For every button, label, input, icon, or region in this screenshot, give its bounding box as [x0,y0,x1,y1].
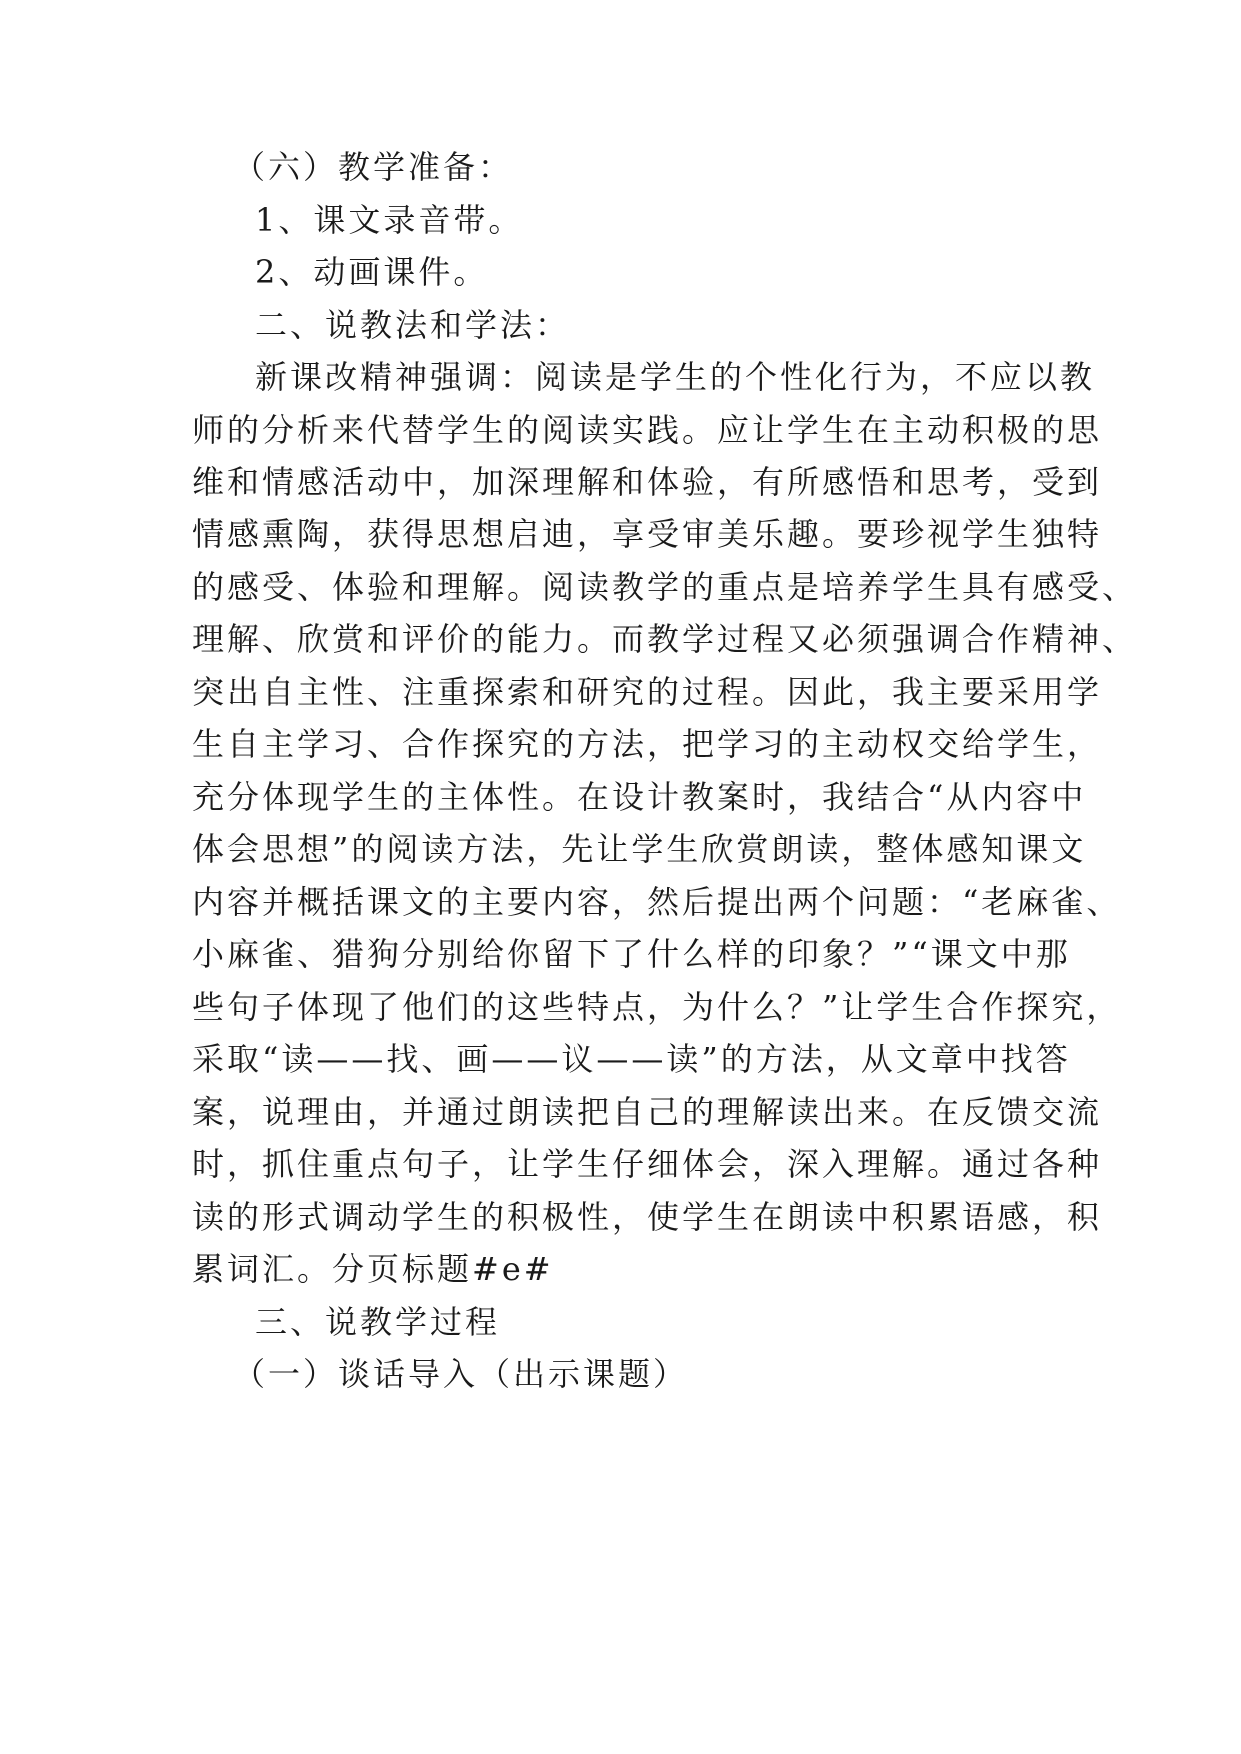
paragraph-line: 小麻雀、猎狗分别给你留下了什么样的印象？”“课文中那 [192,935,1071,973]
paragraph-line: 案，说理由，并通过朗读把自己的理解读出来。在反馈交流 [192,1093,1103,1131]
prep-item-1: 1、课文录音带。 [255,201,524,239]
paragraph-line: 读的形式调动学生的积极性，使学生在朗读中积累语感，积 [192,1198,1103,1236]
subsection-1-heading: （一）谈话导入（出示课题） [233,1355,689,1393]
paragraph-line: 充分体现学生的主体性。在设计教案时，我结合“从内容中 [192,778,1087,816]
paragraph-line: 维和情感活动中，加深理解和体验，有所感悟和思考，受到 [192,463,1103,501]
paragraph-line: 的感受、体验和理解。阅读教学的重点是培养学生具有感受、 [192,568,1138,606]
section-3-heading: 三、说教学过程 [255,1303,501,1341]
paragraph-line: 情感熏陶，获得思想启迪，享受审美乐趣。要珍视学生独特 [192,515,1103,553]
paragraph-line: 内容并概括课文的主要内容，然后提出两个问题：“老麻雀、 [192,883,1122,921]
paragraph-line: 采取“读——找、画——议——读”的方法，从文章中找答 [192,1040,1071,1078]
prep-item-2: 2、动画课件。 [255,253,489,291]
paragraph-line: 师的分析来代替学生的阅读实践。应让学生在主动积极的思 [192,411,1103,449]
paragraph-line: 时，抓住重点句子，让学生仔细体会，深入理解。通过各种 [192,1145,1103,1183]
paragraph-line: 体会思想”的阅读方法，先让学生欣赏朗读，整体感知课文 [192,830,1087,868]
paragraph-line: 生自主学习、合作探究的方法，把学习的主动权交给学生， [192,725,1103,763]
paragraph-line: 理解、欣赏和评价的能力。而教学过程又必须强调合作精神、 [192,620,1138,658]
paragraph-line: 些句子体现了他们的这些特点，为什么？”让学生合作探究， [192,988,1122,1026]
section-2-heading: 二、说教法和学法： [255,306,571,344]
paragraph-line: 突出自主性、注重探索和研究的过程。因此，我主要采用学 [192,673,1103,711]
paragraph-line: 累词汇。分页标题#e# [192,1250,554,1288]
prep-heading: （六）教学准备： [233,148,514,186]
paragraph-line: 新课改精神强调：阅读是学生的个性化行为，不应以教 [255,358,1096,396]
